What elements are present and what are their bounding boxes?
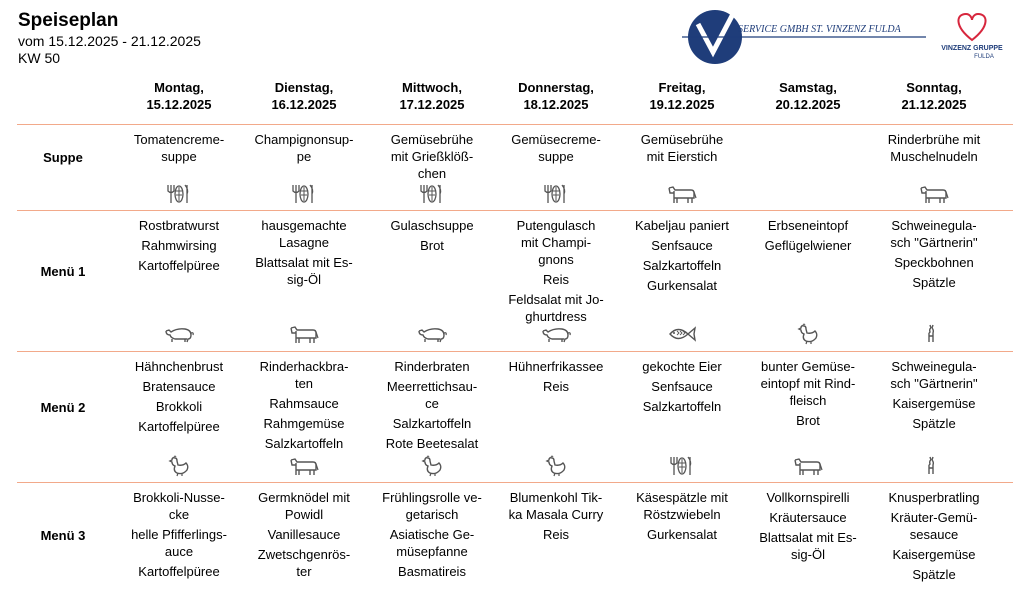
row-divider: [17, 351, 1013, 352]
logo-service-text: SERVICE GMBH ST. VINZENZ FULDA: [738, 24, 901, 35]
dish-item: Spätzle: [912, 567, 956, 582]
dish-item: Speckbohnen: [894, 255, 974, 270]
dish-item: Reis: [542, 379, 569, 394]
menu-cell: [746, 489, 870, 566]
dish-item: Brokkoli-Nusse- cke: [133, 490, 225, 522]
dish-item: Reis: [542, 272, 569, 287]
chicken-icon: [540, 454, 572, 478]
dish-item: Erbseneintopf: [767, 218, 849, 233]
menu-cell: [494, 217, 618, 328]
vegetarian-icon: [540, 182, 572, 206]
goat-icon: [918, 322, 950, 346]
day-date: 19.12.2025: [649, 97, 715, 112]
dish-item: Asiatische Ge- müsepfanne: [389, 527, 475, 559]
dish-item: gekochte Eier: [642, 359, 722, 374]
row-label: Suppe: [43, 150, 83, 165]
menu-cell: [117, 489, 241, 583]
dish-item: Brokkoli: [155, 399, 203, 414]
dish-item: Rostbratwurst: [138, 218, 220, 233]
menu-cell: [370, 358, 494, 455]
dish-item: Meerrettichsau- ce: [386, 379, 478, 411]
day-date: 21.12.2025: [901, 97, 967, 112]
date-range: vom 15.12.2025 - 21.12.2025: [18, 33, 201, 49]
day-date: 18.12.2025: [523, 97, 589, 112]
day-header: [620, 79, 744, 113]
menu-cell: [242, 489, 366, 583]
dish-item: Senfsauce: [651, 379, 713, 394]
vegetarian-icon: [288, 182, 320, 206]
logo-heart: [958, 14, 985, 40]
menu-cell: [242, 217, 366, 291]
menu-cell: [620, 358, 744, 418]
dish-item: Salzkartoffeln: [392, 416, 472, 431]
chicken-icon: [416, 454, 448, 478]
menu-cell: [242, 358, 366, 455]
dish-item: bunter Gemüse- eintopf mit Rind- fleisch: [760, 359, 856, 408]
dish-item: Blattsalat mit Es- sig-Öl: [759, 530, 857, 562]
day-header: [494, 79, 618, 113]
dish-item: Bratensauce: [142, 379, 216, 394]
dish-item: Salzkartoffeln: [264, 436, 344, 451]
row-label: Menü 1: [40, 264, 86, 279]
menu-cell: [117, 358, 241, 438]
day-header: [242, 79, 366, 113]
cow-icon: [288, 322, 320, 346]
vegetarian-icon: [163, 182, 195, 206]
menu-cell: [872, 217, 996, 294]
dish-item: Frühlingsrolle ve- getarisch: [382, 490, 482, 522]
chicken-icon: [163, 454, 195, 478]
dish-item: Germknödel mit Powidl: [258, 490, 350, 522]
dish-item: Senfsauce: [651, 238, 713, 253]
cow-icon: [792, 454, 824, 478]
dish-item: Rahmgemüse: [263, 416, 345, 431]
menu-cell: [370, 489, 494, 583]
dish-item: Rahmsauce: [269, 396, 339, 411]
dish-item: Rinderhackbra- ten: [259, 359, 349, 391]
dish-item: Feldsalat mit Jo- ghurtdress: [508, 292, 604, 324]
dish-item: Spätzle: [912, 275, 956, 290]
chicken-icon: [792, 322, 824, 346]
day-name: Dienstag,: [274, 80, 334, 95]
calendar-week: KW 50: [18, 50, 61, 66]
menu-cell: [872, 358, 996, 435]
menu-cell: [620, 489, 744, 546]
menu-cell: [494, 489, 618, 546]
dish-item: Käsespätzle mit Röstzwiebeln: [636, 490, 728, 522]
dish-item: Geflügelwiener: [764, 238, 852, 253]
menu-cell: [117, 131, 241, 168]
menu-cell: [746, 358, 870, 432]
dish-item: Schweinegula- sch "Gärtnerin": [890, 218, 978, 250]
row-divider: [17, 482, 1013, 483]
dish-item: hausgemachte Lasagne: [261, 218, 347, 250]
vegetarian-icon: [416, 182, 448, 206]
cow-icon: [918, 182, 950, 206]
day-name: Donnerstag,: [518, 80, 594, 95]
menu-cell: [746, 217, 870, 257]
dish-item: Gemüsebrühe mit Eierstich: [640, 132, 724, 164]
dish-item: Kaisergemüse: [892, 547, 976, 562]
row-divider: [17, 210, 1013, 211]
dish-item: Kartoffelpüree: [138, 564, 220, 579]
dish-item: Salzkartoffeln: [642, 399, 722, 414]
dish-item: Blattsalat mit Es- sig-Öl: [255, 255, 353, 287]
dish-item: Putengulasch mit Champi- gnons: [516, 218, 596, 267]
day-header: [370, 79, 494, 113]
day-name: Montag,: [154, 80, 204, 95]
day-name: Freitag,: [658, 80, 706, 95]
day-name: Mittwoch,: [402, 80, 462, 95]
dish-item: Hähnchenbrust: [134, 359, 224, 374]
dish-item: Reis: [542, 527, 569, 542]
dish-item: Hühnerfrikassee: [508, 359, 604, 374]
dish-item: Knusperbratling: [888, 490, 980, 505]
dish-item: Gemüsebrühe mit Grießklöß- chen: [390, 132, 474, 181]
menu-cell: [494, 358, 618, 398]
dish-item: Gulaschsuppe: [390, 218, 474, 233]
row-label: Menü 3: [40, 528, 86, 543]
day-date: 15.12.2025: [146, 97, 212, 112]
day-header: [117, 79, 241, 113]
dish-item: Vanillesauce: [267, 527, 341, 542]
menu-cell: [620, 217, 744, 297]
dish-item: Salzkartoffeln: [642, 258, 722, 273]
day-header: [746, 79, 870, 113]
dish-item: Rahmwirsing: [141, 238, 217, 253]
vinzenz-gruppe-logo: [932, 12, 1012, 62]
menu-cell: [494, 131, 618, 168]
dish-item: Rinderbraten: [394, 359, 470, 374]
dish-item: Gurkensalat: [646, 527, 718, 542]
menu-cell: [872, 489, 996, 586]
row-divider: [17, 124, 1013, 125]
dish-item: Kabeljau paniert: [635, 218, 729, 233]
day-date: 17.12.2025: [399, 97, 465, 112]
dish-item: Kartoffelpüree: [138, 258, 220, 273]
day-name: Sonntag,: [906, 80, 962, 95]
logo-gruppe-text: VINZENZ GRUPPE: [941, 45, 1003, 52]
page-title: Speiseplan: [18, 10, 119, 31]
pig-icon: [163, 322, 195, 346]
dish-item: Zwetschgenrös- ter: [257, 547, 351, 579]
pig-icon: [540, 322, 572, 346]
dish-item: Rote Beetesalat: [385, 436, 479, 451]
dish-item: Kräutersauce: [769, 510, 847, 525]
dish-item: Vollkornspirelli: [766, 490, 850, 505]
dish-item: Schweinegula- sch "Gärtnerin": [890, 359, 978, 391]
menu-cell: [242, 131, 366, 168]
dish-item: Champignonsup- pe: [254, 132, 354, 164]
menu-cell: [872, 131, 996, 168]
menu-cell: [117, 217, 241, 277]
dish-item: Gemüsecreme- suppe: [511, 132, 601, 164]
fish-icon: [666, 322, 698, 346]
dish-item: Spätzle: [912, 416, 956, 431]
menu-cell: [370, 217, 494, 257]
goat-icon: [918, 454, 950, 478]
dish-item: Basmatireis: [398, 564, 466, 579]
menu-cell: [620, 131, 744, 168]
day-name: Samstag,: [779, 80, 837, 95]
dish-item: Kartoffelpüree: [138, 419, 220, 434]
dish-item: Blumenkohl Tik- ka Masala Curry: [508, 490, 604, 522]
logo-fulda-text: FULDA: [974, 54, 994, 60]
cow-icon: [666, 182, 698, 206]
dish-item: Kräuter-Gemü- sesauce: [890, 510, 978, 542]
dish-item: Brot: [420, 238, 444, 253]
row-label: Menü 2: [40, 400, 86, 415]
dish-item: Kaisergemüse: [892, 396, 976, 411]
day-date: 16.12.2025: [271, 97, 337, 112]
dish-item: Gurkensalat: [646, 278, 718, 293]
menu-cell: [370, 131, 494, 185]
dish-item: Brot: [796, 413, 820, 428]
pig-icon: [416, 322, 448, 346]
dish-item: helle Pfifferlings- auce: [131, 527, 227, 559]
day-date: 20.12.2025: [775, 97, 841, 112]
dish-item: Rinderbrühe mit Muschelnudeln: [887, 132, 981, 164]
dish-item: Tomatencreme- suppe: [133, 132, 225, 164]
cow-icon: [288, 454, 320, 478]
vegetarian-icon: [666, 454, 698, 478]
day-header: [872, 79, 996, 113]
service-gmbh-logo: [682, 6, 932, 68]
